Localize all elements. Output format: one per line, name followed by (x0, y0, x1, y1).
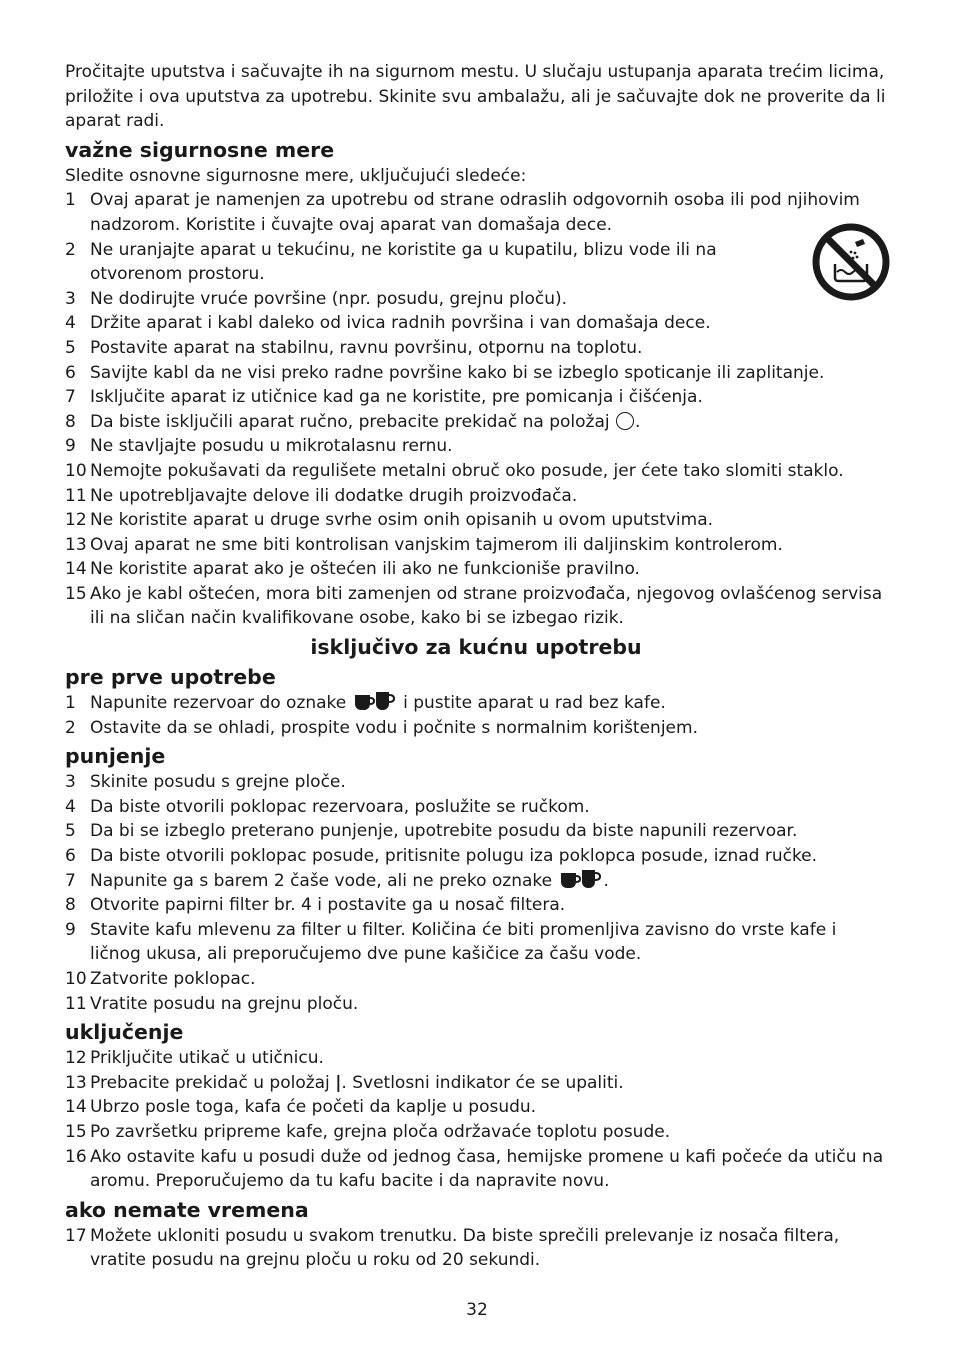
filling-list (65, 770, 887, 1016)
list-item (65, 188, 887, 237)
list-item (65, 967, 887, 992)
item-number: 1 (65, 190, 76, 211)
item-text: Nemojte pokušavati da regulišete metalni obruč oko posude, jer ćete tako slomiti staklo. (90, 460, 844, 481)
first-use-list (65, 691, 887, 740)
page-number: 32 (466, 1300, 488, 1320)
item-number: 8 (65, 411, 76, 432)
document-page (65, 60, 887, 1273)
list-item (65, 1071, 887, 1096)
item-text: Po završetku pripreme kafe, grejna ploča održavaće toplotu posude. (90, 1121, 671, 1142)
item-text: Da biste otvorili poklopac posude, pritisnite polugu iza poklopca posude, iznad ručke. (90, 846, 818, 867)
list-item (65, 533, 887, 558)
item-number: 8 (65, 895, 76, 916)
item-number: 4 (65, 796, 76, 817)
item-text: Stavite kafu mlevenu za filter u filter. Količina će biti promenljiva zavisno do vrste kafe i ličnog ukusa, ali preporučujemo dve pune kašičice za čašu vode. (90, 919, 837, 965)
list-item (65, 508, 887, 533)
list-item (65, 819, 887, 844)
safety-list (65, 188, 887, 631)
list-item (65, 893, 887, 918)
cups-max-level-icon (354, 692, 396, 712)
item-number: 6 (65, 362, 76, 383)
item-number: 11 (65, 993, 87, 1014)
item-number: 2 (65, 239, 76, 260)
list-item (65, 1095, 887, 1120)
safety-lead: Sledite osnovne sigurnosne mere, uključujući sledeće: (65, 165, 527, 186)
list-item (65, 361, 887, 386)
item-number: 7 (65, 870, 76, 891)
item-text: Vratite posudu na grejnu ploču. (90, 993, 359, 1014)
item-text: Ne dodirujte vruće površine (npr. posudu, grejnu ploču). (90, 288, 568, 309)
item-number: 15 (65, 1121, 87, 1142)
item-text: Napunite ga s barem 2 čaše vode, ali ne preko oznake . (90, 870, 609, 891)
item-text: Ostavite da se ohladi, prospite vodu i počnite s normalnim korištenjem. (90, 717, 698, 738)
item-number: 2 (65, 717, 76, 738)
item-number: 9 (65, 436, 76, 457)
item-number: 3 (65, 288, 76, 309)
list-item (65, 918, 887, 967)
item-number: 10 (65, 969, 87, 989)
item-number: 7 (65, 387, 76, 408)
list-item (65, 770, 887, 795)
safety-heading: važne sigurnosne mere (65, 137, 335, 162)
list-item (65, 434, 887, 459)
filling-heading: punjenje (65, 744, 166, 769)
item-text: Prebacite prekidač u položaj |. Svetlosni indikator će se upaliti. (90, 1072, 624, 1093)
item-text: Zatvorite poklopac. (90, 969, 256, 989)
list-item (65, 869, 887, 894)
list-item (65, 484, 887, 509)
list-item (65, 238, 887, 287)
item-number: 13 (65, 534, 87, 555)
list-item (65, 385, 887, 410)
item-number: 15 (65, 583, 87, 604)
item-text: Ako ostavite kafu u posudi duže od jednog časa, hemijske promene u kafi počeće da utiču na aromu. Preporučujemo da tu kafu bacite i da napravite novu. (90, 1146, 884, 1192)
item-text: Ne uranjajte aparat u tekućinu, ne koristite ga u kupatilu, blizu vode ili na otvorenom prostoru. (90, 239, 717, 285)
item-text: Ne upotrebljavajte delove ili dodatke drugih proizvođača. (90, 485, 578, 506)
on-symbol: | (335, 1072, 342, 1093)
item-text: Možete ukloniti posudu u svakom trenutku. Da biste sprečili prelevanje iz nosača filtera, vratite posudu na grejnu ploču u roku od 20 sekundi. (90, 1225, 840, 1271)
list-item (65, 459, 887, 484)
item-number: 4 (65, 313, 76, 334)
no-water-bathroom-icon (811, 222, 891, 302)
list-item (65, 557, 887, 582)
list-item (65, 311, 887, 336)
item-text: Skinite posudu s grejne ploče. (90, 772, 346, 793)
list-item (65, 992, 887, 1017)
item-text: Ako je kabl oštećen, mora biti zamenjen od strane proizvođača, njegovog ovlašćenog servisa ili na sličan način kvalifikovane osobe, kako bi se izbegao rizik. (90, 583, 883, 629)
item-text: Ovaj aparat ne sme biti kontrolisan vanjskim tajmerom ili daljinskim kontrolerom. (90, 534, 783, 555)
item-number: 17 (65, 1225, 87, 1246)
item-number: 5 (65, 821, 76, 842)
list-item (65, 1224, 887, 1273)
item-text: Da biste isključili aparat ručno, prebacite prekidač na položaj . (90, 411, 641, 432)
no-time-heading: ako nemate vremena (65, 1197, 309, 1222)
list-item (65, 716, 887, 741)
intro-text: Pročitajte uputstva i sačuvajte ih na sigurnom mestu. U slučaju ustupanja aparata trećim licima, priložite i ova uputstva za upotrebu. Skinite svu ambalažu, ali je sačuvajte dok ne proverite da li aparat radi. (65, 62, 886, 132)
list-item (65, 795, 887, 820)
item-number: 5 (65, 337, 76, 358)
first-use-heading: pre prve upotrebe (65, 665, 276, 690)
item-number: 13 (65, 1072, 87, 1093)
no-time-list (65, 1224, 887, 1273)
cups-max-level-icon (560, 870, 602, 890)
household-heading: isključivo za kućnu upotrebu (310, 635, 642, 660)
item-text: Savijte kabl da ne visi preko radne površine kako bi se izbeglo spoticanje ili zaplitanje. (90, 362, 825, 383)
item-text: Isključite aparat iz utičnice kad ga ne koristite, pre pomicanja i čišćenja. (90, 387, 703, 408)
item-text: Priključite utikač u utičnicu. (90, 1048, 324, 1069)
item-number: 14 (65, 1097, 87, 1118)
item-number: 12 (65, 510, 87, 531)
list-item (65, 1145, 887, 1194)
item-text: Otvorite papirni filter br. 4 i postavite ga u nosač filtera. (90, 895, 566, 916)
item-number: 11 (65, 485, 87, 506)
list-item (65, 336, 887, 361)
item-text: Ubrzo posle toga, kafa će početi da kaplje u posudu. (90, 1097, 537, 1118)
list-item (65, 1120, 887, 1145)
item-text: Da bi se izbeglo preterano punjenje, upotrebite posudu da biste napunili rezervoar. (90, 821, 798, 842)
item-number: 14 (65, 559, 87, 580)
list-item (65, 844, 887, 869)
item-number: 3 (65, 772, 76, 793)
item-text: Napunite rezervoar do oznake i pustite aparat u rad bez kafe. (90, 693, 666, 714)
item-text: Postavite aparat na stabilnu, ravnu površinu, otpornu na toplotu. (90, 337, 643, 358)
list-item (65, 410, 887, 435)
item-text: Ne koristite aparat ako je oštećen ili ako ne funkcioniše pravilno. (90, 559, 640, 580)
switch-on-list (65, 1046, 887, 1194)
list-item (65, 287, 887, 312)
item-text: Ne koristite aparat u druge svrhe osim onih opisanih u ovom uputstvima. (90, 510, 714, 531)
list-item (65, 691, 887, 716)
list-item (65, 582, 887, 631)
item-text: Držite aparat i kabl daleko od ivica radnih površina i van domašaja dece. (90, 313, 711, 334)
item-number: 12 (65, 1048, 87, 1069)
circle-off-icon (616, 412, 634, 430)
item-number: 6 (65, 846, 76, 867)
list-item (65, 1046, 887, 1071)
item-number: 10 (65, 460, 87, 481)
item-number: 16 (65, 1146, 87, 1167)
item-text: Da biste otvorili poklopac rezervoara, poslužite se ručkom. (90, 796, 590, 817)
item-number: 9 (65, 919, 76, 940)
item-text: Ne stavljajte posudu u mikrotalasnu rernu. (90, 436, 453, 457)
item-text: Ovaj aparat je namenjen za upotrebu od strane odraslih odgovornih osoba ili pod njihovim nadzorom. Koristite i čuvajte ovaj aparat van domašaja dece. (90, 190, 860, 235)
switch-on-heading: uključenje (65, 1020, 184, 1045)
item-number: 1 (65, 693, 76, 714)
